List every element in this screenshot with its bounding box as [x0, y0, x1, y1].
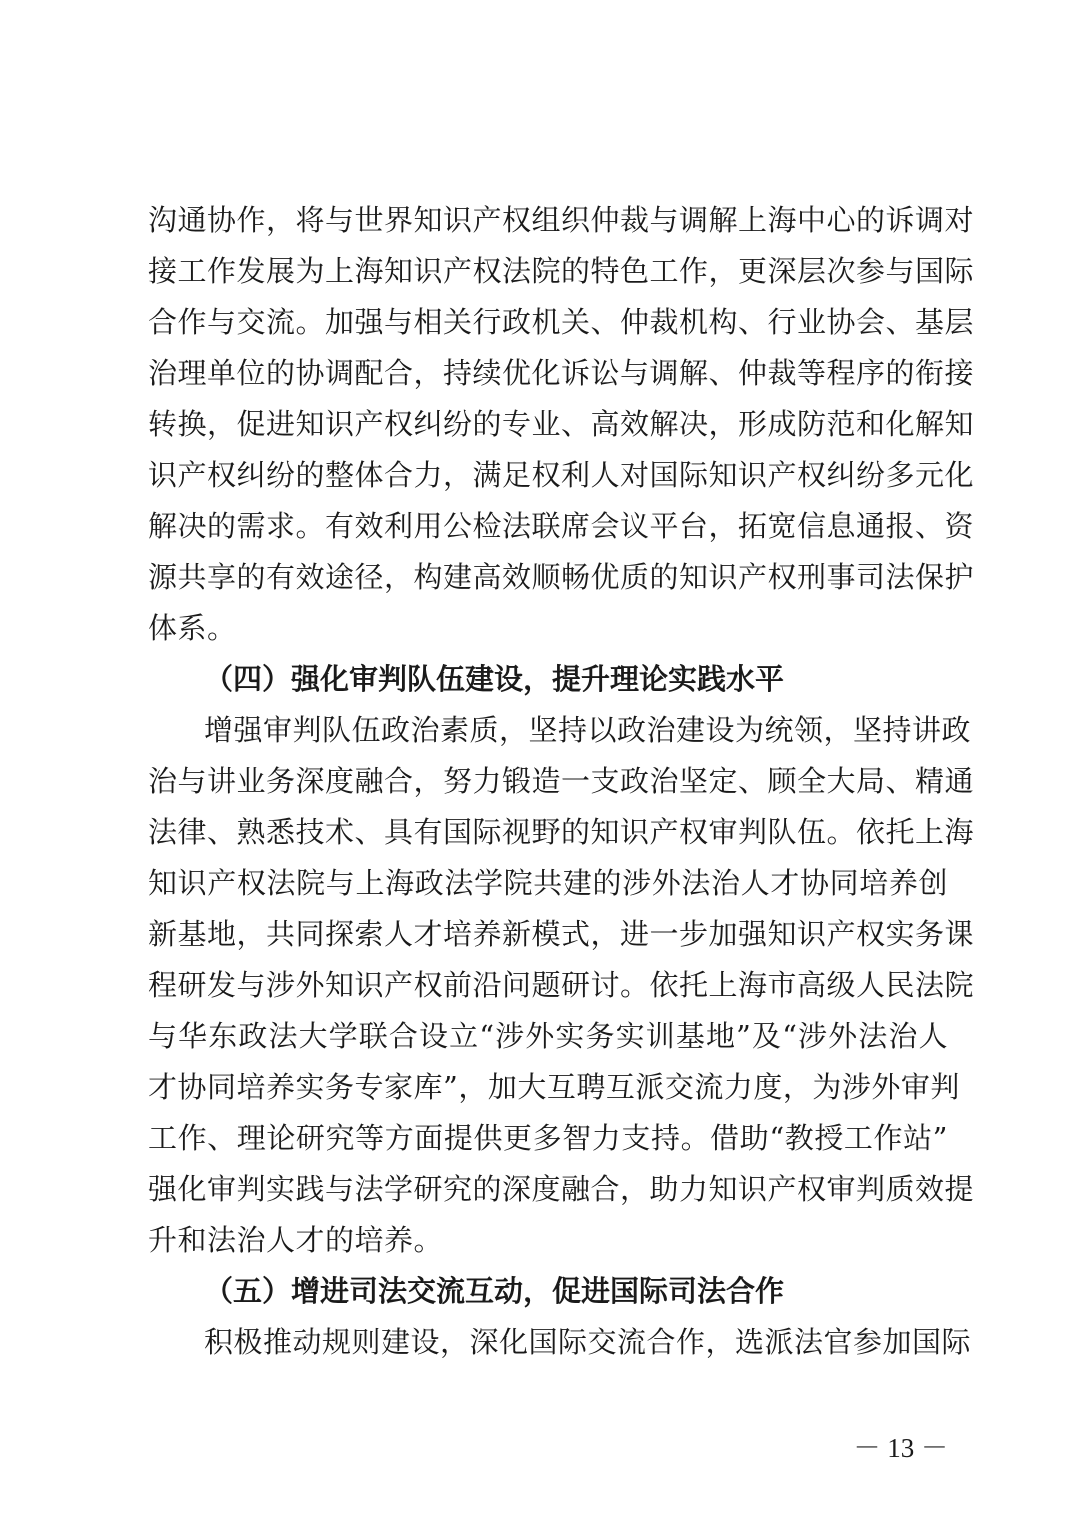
paragraph-2-line-3: 法律、熟悉技术、具有国际视野的知识产权审判队伍。依托上海	[148, 815, 975, 849]
paragraph-2-line-10: 强化审判实践与法学研究的深度融合，助力知识产权审判质效提	[148, 1172, 975, 1206]
paragraph-1-line-1: 沟通协作，将与世界知识产权组织仲裁与调解上海中心的诉调对	[148, 203, 975, 237]
section-heading-5: （五）增进司法交流互动，促进国际司法合作	[204, 1274, 785, 1308]
paragraph-2-line-5: 新基地，共同探索人才培养新模式，进一步加强知识产权实务课	[148, 917, 975, 951]
paragraph-1-line-3: 合作与交流。加强与相关行政机关、仲裁机构、行业协会、基层	[148, 305, 975, 339]
paragraph-2-line-11: 升和法治人才的培养。	[148, 1223, 444, 1257]
paragraph-1-line-6: 识产权纠纷的整体合力，满足权利人对国际知识产权纠纷多元化	[148, 458, 975, 492]
paragraph-2-line-6: 程研发与涉外知识产权前沿问题研讨。依托上海市高级人民法院	[148, 968, 975, 1002]
paragraph-2-line-4: 知识产权法院与上海政法学院共建的涉外法治人才协同培养创	[148, 866, 948, 900]
paragraph-2-line-8: 才协同培养实务专家库”，加大互聘互派交流力度，为涉外审判	[148, 1070, 960, 1104]
paragraph-1-line-5: 转换，促进知识产权纠纷的专业、高效解决，形成防范和化解知	[148, 407, 975, 441]
paragraph-1-line-9: 体系。	[148, 611, 237, 645]
paragraph-2-line-2: 治与讲业务深度融合，努力锻造一支政治坚定、顾全大局、精通	[148, 764, 975, 798]
paragraph-1-line-8: 源共享的有效途径，构建高效顺畅优质的知识产权刑事司法保护	[148, 560, 975, 594]
paragraph-1-line-7: 解决的需求。有效利用公检法联席会议平台，拓宽信息通报、资	[148, 509, 975, 543]
paragraph-2-line-1: 增强审判队伍政治素质，坚持以政治建设为统领，坚持讲政	[204, 713, 972, 747]
paragraph-1-line-4: 治理单位的协调配合，持续优化诉讼与调解、仲裁等程序的衔接	[148, 356, 975, 390]
page-number: － 13 －	[853, 1433, 948, 1463]
paragraph-1-line-2: 接工作发展为上海知识产权法院的特色工作，更深层次参与国际	[148, 254, 975, 288]
section-heading-4: （四）强化审判队伍建设，提升理论实践水平	[204, 662, 785, 696]
paragraph-2-line-7: 与华东政法大学联合设立“涉外实务实训基地”及“涉外法治人	[148, 1019, 948, 1053]
paragraph-2-line-9: 工作、理论研究等方面提供更多智力支持。借助“教授工作站”	[148, 1121, 948, 1155]
paragraph-3-line-1: 积极推动规则建设，深化国际交流合作，选派法官参加国际	[204, 1325, 972, 1359]
